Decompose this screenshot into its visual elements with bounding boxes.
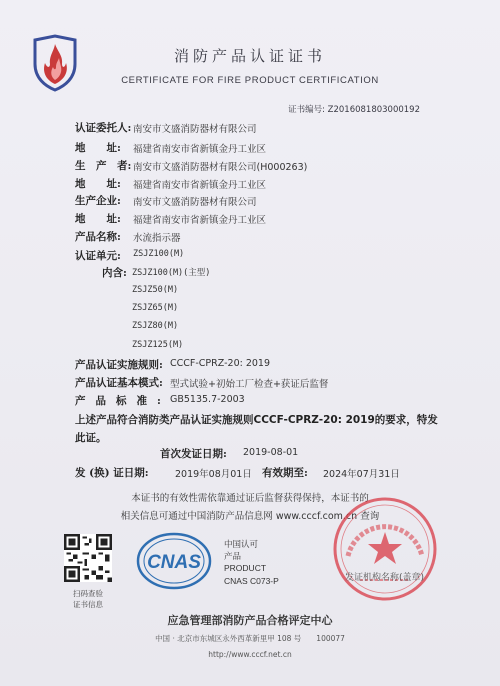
producer-value: 南安市文盛消防器材有限公司(H000263) <box>133 162 308 173</box>
qr-code-icon <box>64 534 112 582</box>
issuing-authority-signature: 发证机构名称(盖章) <box>345 573 425 583</box>
manufacturer-label: 生产企业: <box>75 195 121 207</box>
validity-line-1: 本证书的有效性需依靠通过证后监督获得保持，本证书的 <box>131 493 369 504</box>
statement-line-2: 此证。 <box>75 432 107 444</box>
validity-line-2: 相关信息可通过中国消防产品信息网 www.cccf.com.cn 查询 <box>120 511 380 522</box>
cert-unit-value: ZSJZ100(M) <box>133 249 185 259</box>
standard-value: GB5135.7-2003 <box>170 394 245 405</box>
client-address-label: 地 址: <box>75 142 121 154</box>
mode-value: 型式试验+初始工厂检查+获证后监督 <box>170 379 329 390</box>
title-chinese: 消防产品认证证书 <box>173 47 326 65</box>
issue-date-value: 2019年08月01日 <box>175 469 252 480</box>
first-issue-label: 首次发证日期: <box>160 448 227 460</box>
first-issue-value: 2019-08-01 <box>243 447 299 458</box>
footer-website: http://www.cccf.net.cn <box>208 650 292 659</box>
cnas-logo-icon <box>135 530 213 592</box>
statement-line-1: 上述产品符合消防类产品认证实施规则CCCF-CPRZ-20: 2019的要求，特发 <box>75 414 438 426</box>
model-item: ZSJZ50(M) <box>132 285 179 295</box>
expiry-label: 有效期至: <box>262 467 308 479</box>
qr-caption-line-1: 扫码查验 <box>73 589 103 598</box>
manufacturer-address-value: 福建省南安市省新镇金丹工业区 <box>133 215 267 226</box>
cnas-logo-text: CNAS <box>147 552 201 573</box>
cnas-line-1: 中国认可 <box>224 539 259 549</box>
product-name-label: 产品名称: <box>75 231 121 243</box>
title-english: CERTIFICATE FOR FIRE PRODUCT CERTIFICATION <box>121 75 379 86</box>
producer-address-label: 地 址: <box>75 178 121 190</box>
mode-label: 产品认证基本模式: <box>75 377 163 389</box>
producer-label: 生 产 者: <box>75 160 132 172</box>
manufacturer-value: 南安市文盛消防器材有限公司 <box>133 197 257 208</box>
model-item: ZSJZ80(M) <box>132 321 179 331</box>
issue-date-label: 发 (换) 证日期: <box>75 467 149 479</box>
certificate-number: 证书编号: Z2016081803000192 <box>288 105 420 115</box>
expiry-value: 2024年07月31日 <box>323 469 400 480</box>
model-item: ZSJZ100(M)(主型) <box>132 268 211 278</box>
client-value: 南安市文盛消防器材有限公司 <box>133 124 257 135</box>
model-item: ZSJZ65(M) <box>132 303 179 313</box>
client-label: 认证委托人: <box>75 122 132 134</box>
cnas-line-3: PRODUCT <box>224 563 267 573</box>
manufacturer-address-label: 地 址: <box>75 213 121 225</box>
product-name-value: 水流指示器 <box>133 233 181 244</box>
cnas-line-4: CNAS C073-P <box>224 576 279 586</box>
official-seal-icon <box>330 494 440 604</box>
cnas-line-2: 产品 <box>224 551 242 561</box>
rules-label: 产品认证实施规则: <box>75 359 163 371</box>
producer-address-value: 福建省南安市省新镇金丹工业区 <box>133 180 267 191</box>
footer-address: 中国 · 北京市东城区永外西革新里甲 108 号 100077 <box>155 634 345 643</box>
cert-unit-label: 认证单元: <box>75 250 121 262</box>
footer-organization: 应急管理部消防产品合格评定中心 <box>167 614 333 627</box>
rules-value: CCCF-CPRZ-20: 2019 <box>170 358 271 369</box>
client-address-value: 福建省南安市省新镇金丹工业区 <box>133 144 267 155</box>
model-item: ZSJZ125(M) <box>132 340 184 350</box>
standard-label: 产品标准: <box>75 395 171 407</box>
qr-caption-line-2: 证书信息 <box>73 600 103 609</box>
contains-label: 内含: <box>102 267 127 279</box>
